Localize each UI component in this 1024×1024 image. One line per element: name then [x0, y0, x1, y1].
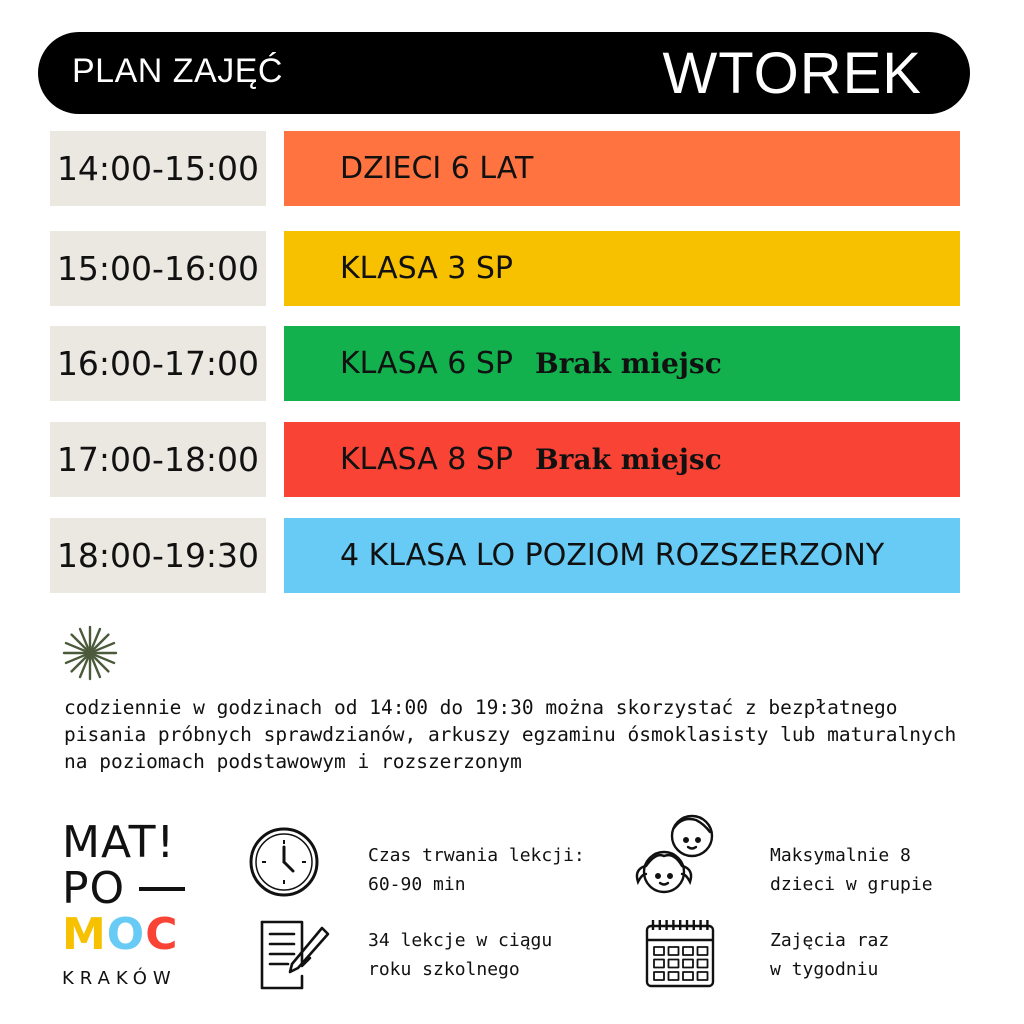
feature-line: Czas trwania lekcji: — [368, 845, 585, 866]
schedule-time: 14:00-15:00 — [50, 131, 266, 206]
document-pen-icon — [256, 918, 334, 992]
schedule-time: 16:00-17:00 — [50, 326, 266, 401]
schedule-time: 18:00-19:30 — [50, 518, 266, 593]
info-text — [64, 694, 994, 775]
logo-line-3 — [62, 909, 202, 960]
feature-line: dzieci w grupie — [770, 874, 933, 895]
info-line: codziennie w godzinach od 14:00 do 19:30 można skorzystać z bezpłatnego — [64, 696, 898, 719]
schedule-bar — [284, 422, 960, 497]
availability-note: Brak miejsc — [535, 443, 722, 476]
feature-line: roku szkolnego — [368, 959, 520, 980]
info-line: na poziomach podstawowym i rozszerzonym — [64, 750, 522, 773]
info-line: pisania próbnych sprawdzianów, arkuszy egzaminu ósmoklasisty lub maturalnych — [64, 723, 957, 746]
logo-line-2 — [62, 863, 202, 914]
clock-icon — [248, 826, 320, 898]
children-icon — [630, 812, 722, 904]
feature-text — [770, 926, 889, 984]
feature-line: Zajęcia raz — [770, 930, 890, 951]
class-name: KLASA 8 SP — [340, 442, 514, 477]
availability-note: Brak miejsc — [535, 347, 722, 380]
logo-letter-o: O — [106, 909, 146, 960]
schedule-label — [340, 326, 722, 401]
class-name: KLASA 6 SP — [340, 346, 514, 381]
day-title: WTOREK — [662, 41, 922, 106]
schedule-label — [340, 518, 884, 593]
schedule-row — [50, 231, 960, 306]
schedule-time: 15:00-16:00 — [50, 231, 266, 306]
logo-letter-c: C — [145, 909, 179, 960]
schedule-bar — [284, 518, 960, 593]
schedule-label — [340, 231, 513, 306]
schedule-row — [50, 518, 960, 593]
schedule-time: 17:00-18:00 — [50, 422, 266, 497]
logo-city: KRAKÓW — [62, 968, 177, 989]
logo-letter-m: M — [62, 909, 107, 960]
schedule-label — [340, 131, 533, 206]
schedule-row — [50, 422, 960, 497]
asterisk-icon — [62, 625, 118, 681]
header-banner — [38, 32, 970, 114]
logo — [62, 817, 202, 989]
logo-line-1: MAT! — [62, 817, 176, 868]
calendar-icon — [644, 916, 716, 990]
schedule-row — [50, 326, 960, 401]
feature-line: 60-90 min — [368, 874, 466, 895]
class-name: 4 KLASA LO POZIOM ROZSZERZONY — [340, 538, 885, 573]
schedule-bar — [284, 131, 960, 206]
logo-dash — [139, 887, 185, 891]
class-name: KLASA 3 SP — [340, 251, 514, 286]
feature-line: w tygodniu — [770, 959, 879, 980]
feature-text — [368, 926, 552, 984]
class-name: DZIECI 6 LAT — [340, 151, 534, 186]
page-title: PLAN ZAJĘĆ — [72, 52, 283, 90]
schedule-bar — [284, 231, 960, 306]
schedule-row — [50, 131, 960, 206]
feature-text — [368, 841, 585, 899]
schedule-label — [340, 422, 722, 497]
feature-text — [770, 841, 933, 899]
logo-po: PO — [62, 863, 126, 914]
feature-line: 34 lekcje w ciągu — [368, 930, 553, 951]
schedule-bar — [284, 326, 960, 401]
feature-line: Maksymalnie 8 — [770, 845, 911, 866]
